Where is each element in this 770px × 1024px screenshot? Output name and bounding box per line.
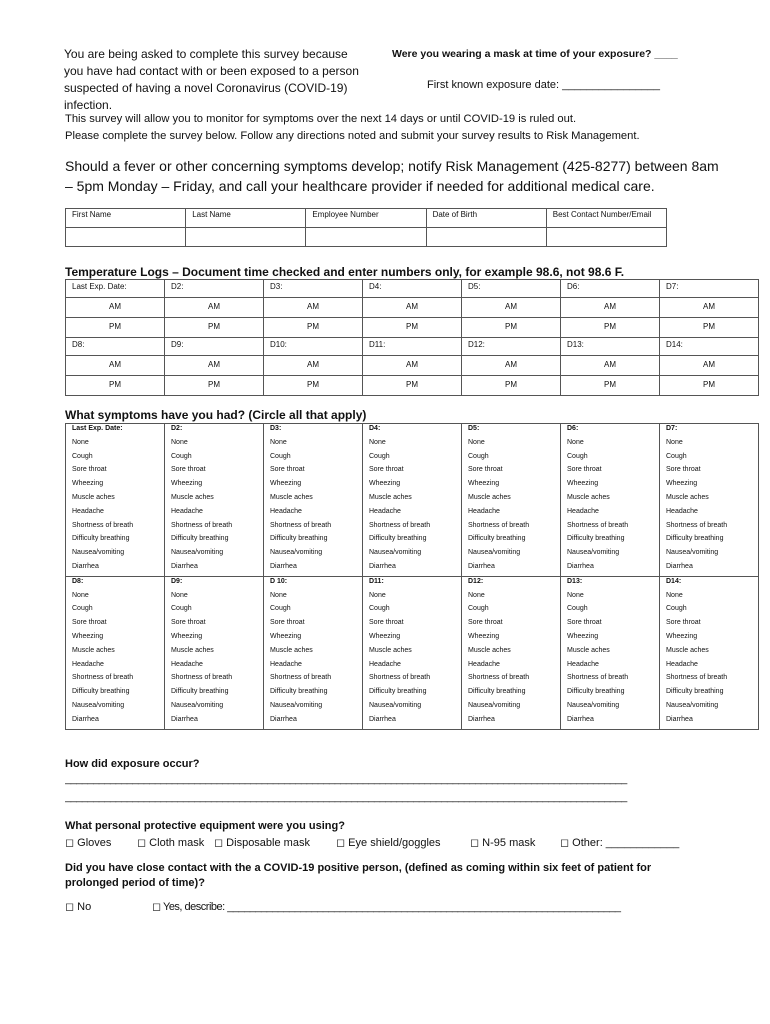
symptom-option[interactable]: Nausea/vomiting	[165, 548, 264, 562]
temp-day-header: D11:	[363, 338, 462, 356]
symptom-option[interactable]: Cough	[165, 452, 264, 466]
temp-day-header: D14:	[660, 338, 759, 356]
header-contact: Best Contact Number/Email	[546, 209, 666, 228]
temp-am-cell[interactable]: AM	[462, 356, 561, 376]
symptom-option[interactable]: Cough	[363, 452, 462, 466]
symptom-option[interactable]: Wheezing	[660, 632, 759, 646]
symptom-day-header: D12:	[462, 576, 561, 590]
contact-yes-checkbox[interactable]: ◻ Yes, describe: ______________________________________________________________________	[152, 901, 621, 913]
symptom-option[interactable]: Headache	[561, 507, 660, 521]
symptom-option[interactable]: Sore throat	[66, 618, 165, 632]
temp-day-header: D9:	[165, 338, 264, 356]
temp-pm-cell[interactable]: PM	[264, 376, 363, 396]
symptom-day-header: D11:	[363, 576, 462, 590]
temp-pm-cell[interactable]: PM	[165, 376, 264, 396]
symptom-option[interactable]: Wheezing	[561, 632, 660, 646]
symptom-option[interactable]: Difficulty breathing	[165, 534, 264, 548]
symptom-option[interactable]: Muscle aches	[660, 493, 759, 507]
temp-pm-cell[interactable]: PM	[660, 318, 759, 338]
symptom-option[interactable]: Cough	[264, 452, 363, 466]
symptom-option[interactable]: None	[561, 438, 660, 452]
fever-notice: Should a fever or other concerning symptoms develop; notify Risk Management (425-8277) between 8am – 5pm Monday – Friday, and call your healthcare provider if needed for additional medical care.	[65, 158, 719, 194]
eye-shield-checkbox[interactable]: ◻ Eye shield/goggles	[336, 837, 441, 849]
symptom-day-header: Last Exp. Date:	[66, 424, 165, 438]
symptom-option[interactable]: Nausea/vomiting	[363, 701, 462, 715]
symptom-option[interactable]: Diarrhea	[363, 715, 462, 729]
symptom-option[interactable]: Difficulty breathing	[363, 687, 462, 701]
symptom-option[interactable]: Cough	[660, 604, 759, 618]
intro-line: You are being asked to complete this survey because	[64, 47, 348, 61]
symptoms-title: What symptoms have you had? (Circle all that apply)	[65, 408, 367, 422]
temp-day-header: Last Exp. Date:	[66, 280, 165, 298]
symptom-option[interactable]: Nausea/vomiting	[660, 701, 759, 715]
symptom-option[interactable]: Nausea/vomiting	[165, 701, 264, 715]
symptom-option[interactable]: Sore throat	[363, 618, 462, 632]
temp-day-header: D8:	[66, 338, 165, 356]
symptom-option[interactable]: Shortness of breath	[264, 673, 363, 687]
contact-input[interactable]	[546, 228, 666, 247]
symptom-option[interactable]: Nausea/vomiting	[561, 548, 660, 562]
date-of-birth-input[interactable]	[426, 228, 546, 247]
symptom-option[interactable]: Cough	[264, 604, 363, 618]
symptom-option[interactable]: Muscle aches	[165, 646, 264, 660]
temp-pm-cell[interactable]: PM	[660, 376, 759, 396]
instructions	[65, 111, 725, 145]
symptom-option[interactable]: Headache	[561, 660, 660, 674]
contact-question	[65, 862, 725, 889]
temp-pm-cell[interactable]: PM	[363, 376, 462, 396]
symptom-option[interactable]: None	[561, 591, 660, 605]
symptom-option[interactable]: Muscle aches	[66, 493, 165, 507]
temp-am-cell[interactable]: AM	[660, 298, 759, 318]
symptom-option[interactable]: Diarrhea	[561, 562, 660, 576]
symptom-day-header: D8:	[66, 576, 165, 590]
symptom-day-header: D7:	[660, 424, 759, 438]
symptom-option[interactable]: Cough	[66, 452, 165, 466]
symptom-option[interactable]: Diarrhea	[165, 562, 264, 576]
symptom-option[interactable]: None	[462, 591, 561, 605]
symptom-option[interactable]: None	[660, 591, 759, 605]
symptom-option[interactable]: Difficulty breathing	[264, 534, 363, 548]
last-name-input[interactable]	[186, 228, 306, 247]
symptom-option[interactable]: Nausea/vomiting	[264, 548, 363, 562]
symptom-day-header: D9:	[165, 576, 264, 590]
symptom-option[interactable]: None	[165, 438, 264, 452]
temp-pm-cell[interactable]: PM	[66, 376, 165, 396]
symptom-option[interactable]: Wheezing	[66, 632, 165, 646]
symptom-option[interactable]: Nausea/vomiting	[462, 701, 561, 715]
temp-am-cell[interactable]: AM	[264, 298, 363, 318]
symptom-option[interactable]: Cough	[462, 452, 561, 466]
symptom-option[interactable]: Shortness of breath	[66, 521, 165, 535]
temp-day-header: D10:	[264, 338, 363, 356]
symptom-option[interactable]: Sore throat	[66, 465, 165, 479]
cloth-mask-checkbox[interactable]: ◻ Cloth mask	[137, 837, 205, 849]
symptom-option[interactable]: Muscle aches	[462, 646, 561, 660]
instruction-line: This survey will allow you to monitor for symptoms over the next 14 days or until COVID-19 is ruled out.	[65, 113, 577, 125]
temp-pm-cell[interactable]: PM	[561, 376, 660, 396]
symptom-option[interactable]: Muscle aches	[660, 646, 759, 660]
symptom-option[interactable]: Headache	[264, 660, 363, 674]
first-name-input[interactable]	[66, 228, 186, 247]
symptom-option[interactable]: Diarrhea	[363, 562, 462, 576]
temp-day-header: D4:	[363, 280, 462, 298]
n95-mask-checkbox[interactable]: ◻ N-95 mask	[470, 837, 536, 849]
mask-question[interactable]: Were you wearing a mask at time of your exposure? ____	[392, 48, 678, 60]
symptom-option[interactable]: Diarrhea	[561, 715, 660, 729]
symptom-option[interactable]: Headache	[363, 660, 462, 674]
symptom-option[interactable]: Sore throat	[462, 465, 561, 479]
temp-day-header: D2:	[165, 280, 264, 298]
symptom-option[interactable]: Cough	[363, 604, 462, 618]
exposure-answer-line[interactable]: ____________________________________________________________________________________________________	[65, 773, 627, 785]
temp-day-header: D12:	[462, 338, 561, 356]
symptom-option[interactable]: Difficulty breathing	[165, 687, 264, 701]
symptom-day-header: D14:	[660, 576, 759, 590]
symptom-option[interactable]: Sore throat	[561, 465, 660, 479]
symptom-option[interactable]: Shortness of breath	[561, 521, 660, 535]
symptom-option[interactable]: Sore throat	[165, 465, 264, 479]
symptom-option[interactable]: Shortness of breath	[660, 673, 759, 687]
symptom-option[interactable]: Shortness of breath	[462, 521, 561, 535]
symptom-day-header: D13:	[561, 576, 660, 590]
employee-number-input[interactable]	[306, 228, 426, 247]
symptom-option[interactable]: Diarrhea	[462, 562, 561, 576]
symptom-option[interactable]: Wheezing	[462, 479, 561, 493]
exposure-date-field[interactable]: First known exposure date: ________________	[427, 79, 661, 91]
symptom-option[interactable]: Difficulty breathing	[66, 534, 165, 548]
symptom-option[interactable]: Headache	[660, 660, 759, 674]
temp-day-header: D6:	[561, 280, 660, 298]
symptom-option[interactable]: Nausea/vomiting	[66, 701, 165, 715]
gloves-checkbox[interactable]: ◻ Gloves	[65, 837, 112, 849]
symptom-option[interactable]: Difficulty breathing	[660, 534, 759, 548]
symptom-option[interactable]: Difficulty breathing	[363, 534, 462, 548]
temp-day-header: D3:	[264, 280, 363, 298]
symptom-day-header: D5:	[462, 424, 561, 438]
symptom-option[interactable]: Muscle aches	[363, 493, 462, 507]
temp-am-cell[interactable]: AM	[462, 298, 561, 318]
intro-text	[64, 46, 394, 114]
symptom-option[interactable]: Difficulty breathing	[66, 687, 165, 701]
header-date-of-birth: Date of Birth	[426, 209, 546, 228]
symptom-option[interactable]: Nausea/vomiting	[462, 548, 561, 562]
symptom-option[interactable]: Sore throat	[660, 465, 759, 479]
symptom-option[interactable]: Difficulty breathing	[264, 687, 363, 701]
symptom-day-header: D 10:	[264, 576, 363, 590]
symptom-option[interactable]: Wheezing	[264, 479, 363, 493]
temp-am-cell[interactable]: AM	[66, 298, 165, 318]
symptom-option[interactable]: Wheezing	[363, 632, 462, 646]
header-employee-number: Employee Number	[306, 209, 426, 228]
symptom-option[interactable]: Shortness of breath	[363, 673, 462, 687]
symptom-option[interactable]: Headache	[165, 507, 264, 521]
exposure-answer-line[interactable]: ____________________________________________________________________________________________________	[65, 791, 627, 803]
employee-info-table	[65, 208, 667, 247]
symptom-option[interactable]: Diarrhea	[66, 562, 165, 576]
symptom-option[interactable]: Headache	[165, 660, 264, 674]
temp-am-cell[interactable]: AM	[363, 356, 462, 376]
symptom-option[interactable]: Difficulty breathing	[561, 534, 660, 548]
symptom-option[interactable]: Cough	[561, 604, 660, 618]
symptom-option[interactable]: Shortness of breath	[462, 673, 561, 687]
symptom-option[interactable]: Shortness of breath	[165, 521, 264, 535]
symptom-option[interactable]: Wheezing	[561, 479, 660, 493]
temp-pm-cell[interactable]: PM	[462, 376, 561, 396]
disposable-mask-checkbox[interactable]: ◻ Disposable mask	[214, 837, 310, 849]
symptom-option[interactable]: Headache	[660, 507, 759, 521]
temp-pm-cell[interactable]: PM	[66, 318, 165, 338]
symptom-option[interactable]: Difficulty breathing	[462, 687, 561, 701]
symptom-option[interactable]: Muscle aches	[462, 493, 561, 507]
symptom-option[interactable]: None	[363, 591, 462, 605]
symptom-option[interactable]: Nausea/vomiting	[66, 548, 165, 562]
symptom-option[interactable]: Sore throat	[264, 618, 363, 632]
symptom-option[interactable]: Wheezing	[165, 632, 264, 646]
symptom-option[interactable]: Cough	[660, 452, 759, 466]
symptom-option[interactable]: None	[660, 438, 759, 452]
ppe-question: What personal protective equipment were you using?	[65, 820, 345, 832]
temp-am-cell[interactable]: AM	[264, 356, 363, 376]
symptom-option[interactable]: Nausea/vomiting	[561, 701, 660, 715]
symptom-option[interactable]: Sore throat	[561, 618, 660, 632]
symptom-option[interactable]: Headache	[462, 660, 561, 674]
temp-am-cell[interactable]: AM	[561, 356, 660, 376]
symptom-option[interactable]: Shortness of breath	[660, 521, 759, 535]
temp-day-header: D7:	[660, 280, 759, 298]
contact-question-line: prolonged period of time)?	[65, 877, 205, 889]
symptom-option[interactable]: Cough	[462, 604, 561, 618]
temp-am-cell[interactable]: AM	[561, 298, 660, 318]
symptom-option[interactable]: Sore throat	[165, 618, 264, 632]
symptom-day-header: D2:	[165, 424, 264, 438]
symptoms-table	[65, 423, 759, 730]
symptom-option[interactable]: Headache	[66, 507, 165, 521]
temp-day-header: D5:	[462, 280, 561, 298]
symptom-option[interactable]: Diarrhea	[165, 715, 264, 729]
symptom-option[interactable]: Muscle aches	[66, 646, 165, 660]
symptom-option[interactable]: Wheezing	[363, 479, 462, 493]
temp-pm-cell[interactable]: PM	[165, 318, 264, 338]
symptom-option[interactable]: None	[264, 438, 363, 452]
symptom-option[interactable]: None	[264, 591, 363, 605]
symptom-day-header: D3:	[264, 424, 363, 438]
symptom-option[interactable]: Sore throat	[363, 465, 462, 479]
temp-pm-cell[interactable]: PM	[561, 318, 660, 338]
symptom-option[interactable]: Cough	[165, 604, 264, 618]
symptom-option[interactable]: Diarrhea	[660, 562, 759, 576]
header-first-name: First Name	[66, 209, 186, 228]
symptom-option[interactable]: Diarrhea	[264, 562, 363, 576]
symptom-option[interactable]: Sore throat	[264, 465, 363, 479]
temperature-title: Temperature Logs – Document time checked and enter numbers only, for example 98.6, not 98.6 F.	[65, 265, 625, 279]
contact-question-line: Did you have close contact with the a COVID-19 positive person, (defined as coming within six feet of patient for	[65, 862, 652, 874]
symptom-option[interactable]: Diarrhea	[660, 715, 759, 729]
symptom-option[interactable]: Wheezing	[264, 632, 363, 646]
symptom-option[interactable]: Shortness of breath	[264, 521, 363, 535]
symptom-option[interactable]: Sore throat	[660, 618, 759, 632]
symptom-option[interactable]: Nausea/vomiting	[660, 548, 759, 562]
temp-am-cell[interactable]: AM	[165, 356, 264, 376]
temp-am-cell[interactable]: AM	[363, 298, 462, 318]
symptom-option[interactable]: Headache	[462, 507, 561, 521]
temp-am-cell[interactable]: AM	[165, 298, 264, 318]
symptom-option[interactable]: Muscle aches	[561, 646, 660, 660]
instruction-line: Please complete the survey below. Follow any directions noted and submit your survey results to Risk Management.	[65, 130, 640, 142]
symptom-option[interactable]: Muscle aches	[264, 493, 363, 507]
symptom-option[interactable]: Muscle aches	[363, 646, 462, 660]
symptom-option[interactable]: None	[66, 438, 165, 452]
symptom-option[interactable]: Diarrhea	[66, 715, 165, 729]
symptom-day-header: D4:	[363, 424, 462, 438]
symptom-option[interactable]: Difficulty breathing	[561, 687, 660, 701]
symptom-option[interactable]: Sore throat	[462, 618, 561, 632]
symptom-option[interactable]: None	[462, 438, 561, 452]
symptom-option[interactable]: Shortness of breath	[363, 521, 462, 535]
symptom-option[interactable]: Shortness of breath	[165, 673, 264, 687]
temp-pm-cell[interactable]: PM	[264, 318, 363, 338]
symptom-option[interactable]: Cough	[66, 604, 165, 618]
temp-am-cell[interactable]: AM	[660, 356, 759, 376]
symptom-option[interactable]: Muscle aches	[264, 646, 363, 660]
intro-line: you have had contact with or been exposed to a person	[64, 64, 359, 78]
temperature-table	[65, 279, 759, 396]
temp-pm-cell[interactable]: PM	[462, 318, 561, 338]
symptom-option[interactable]: Headache	[264, 507, 363, 521]
symptom-option[interactable]: Headache	[363, 507, 462, 521]
symptom-option[interactable]: Wheezing	[660, 479, 759, 493]
symptom-option[interactable]: Wheezing	[462, 632, 561, 646]
temp-am-cell[interactable]: AM	[66, 356, 165, 376]
symptom-option[interactable]: Nausea/vomiting	[264, 701, 363, 715]
other-ppe-checkbox[interactable]: ◻ Other: ____________	[560, 837, 680, 849]
symptom-option[interactable]: Muscle aches	[165, 493, 264, 507]
symptom-day-header: D6:	[561, 424, 660, 438]
temp-day-header: D13:	[561, 338, 660, 356]
header-last-name: Last Name	[186, 209, 306, 228]
contact-no-checkbox[interactable]: ◻ No	[65, 901, 92, 913]
temp-pm-cell[interactable]: PM	[363, 318, 462, 338]
symptom-option[interactable]: Shortness of breath	[561, 673, 660, 687]
symptom-option[interactable]: Wheezing	[165, 479, 264, 493]
intro-line: suspected of having a novel Coronavirus (COVID-19) infection.	[64, 81, 348, 112]
symptom-option[interactable]: Nausea/vomiting	[363, 548, 462, 562]
symptom-option[interactable]: Diarrhea	[462, 715, 561, 729]
symptom-option[interactable]: Wheezing	[66, 479, 165, 493]
symptom-option[interactable]: Difficulty breathing	[660, 687, 759, 701]
symptom-option[interactable]: Cough	[561, 452, 660, 466]
symptom-option[interactable]: Shortness of breath	[66, 673, 165, 687]
symptom-option[interactable]: None	[165, 591, 264, 605]
exposure-question: How did exposure occur?	[65, 758, 200, 770]
symptom-option[interactable]: None	[363, 438, 462, 452]
symptom-option[interactable]: Diarrhea	[264, 715, 363, 729]
symptom-option[interactable]: None	[66, 591, 165, 605]
symptom-option[interactable]: Difficulty breathing	[462, 534, 561, 548]
symptom-option[interactable]: Muscle aches	[561, 493, 660, 507]
symptom-option[interactable]: Headache	[66, 660, 165, 674]
